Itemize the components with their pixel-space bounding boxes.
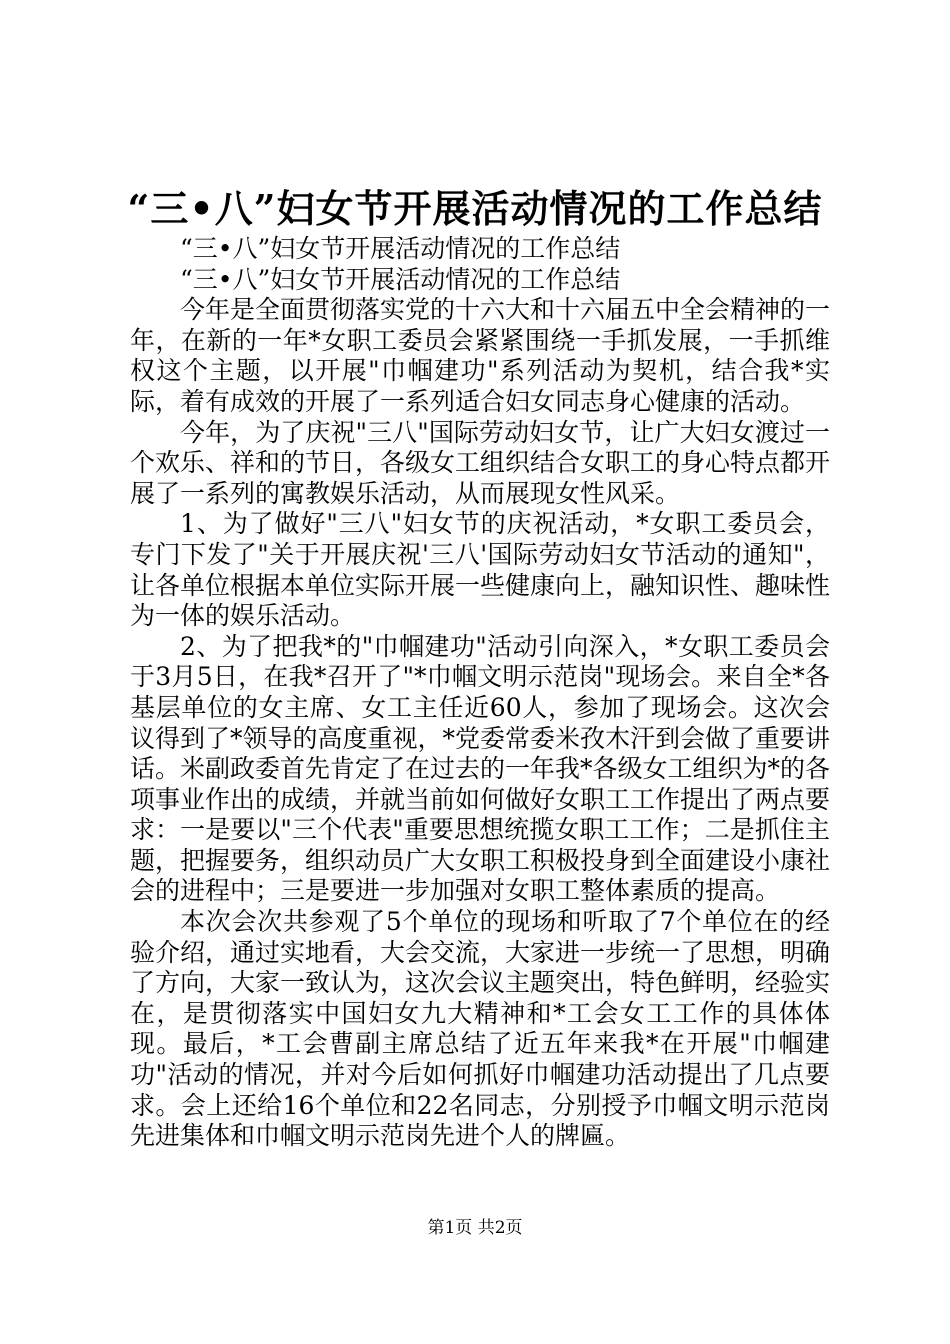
subtitle-line: “三•八”妇女节开展活动情况的工作总结 [180, 264, 621, 294]
paragraph: 今年，为了庆祝"三八"国际劳动妇女节，让广大妇女渡过一个欢乐、祥和的节日，各级女工组织结合女职工的身心特点都开展了一系列的寓教娱乐活动，从而展现女性风采。 [130, 417, 831, 508]
subtitle-line: “三•八”妇女节开展活动情况的工作总结 [180, 234, 621, 263]
paragraph: 本次会次共参观了5个单位的现场和听取了7个单位在的经验介绍，通过实地看，大会交流，大家进一步统一了思想，明确了方向，大家一致认为，这次会议主题突出，特色鲜明，经验实在，是贯彻落实中国妇女九大精神和*工会女工工作的具体体现。最后，*工会曹副主席总结了近五年来我*在开展"巾帼建功"活动的情况，并对今后如何抓好巾帼建功活动提出了几点要求。会上还给16个单位和22名同志，分别授予巾帼文明示范岗先进集体和巾帼文明示范岗先进个人的牌匾。 [130, 907, 831, 1151]
document-body [130, 234, 830, 1152]
document-title: “三•八”妇女节开展活动情况的工作总结 [127, 186, 823, 231]
paragraph: 今年是全面贯彻落实党的十六大和十六届五中全会精神的一年，在新的一年*女职工委员会紧紧围绕一手抓发展，一手抓维权这个主题，以开展"巾帼建功"系列活动为契机，结合我*实际，着有成效的开展了一系列适合妇女同志身心健康的活动。 [130, 295, 831, 416]
page-footer: 第1页 共2页 [427, 1218, 523, 1238]
paragraph: 1、为了做好"三八"妇女节的庆祝活动，*女职工委员会，专门下发了"关于开展庆祝'三八'国际劳动妇女节活动的通知"，让各单位根据本单位实际开展一些健康向上，融知识性、趣味性为一体的娱乐活动。 [130, 509, 831, 631]
paragraph: 2、为了把我*的"巾帼建功"活动引向深入，*女职工委员会于3月5日，在我*召开了"*巾帼文明示范岗"现场会。来自全*各基层单位的女主席、女工主任近60人，参加了现场会。这次会议得到了*领导的高度重视，*党委常委米孜木汗到会做了重要讲话。米副政委首先肯定了在过去的一年我*各级女工组织为*的各项事业作出的成绩，并就当前如何做好女职工工作提出了两点要求：一是要以"三个代表"重要思想统揽女职工工作；二是抓住主题，把握要务，组织动员广大女职工积极投身到全面建设小康社会的进程中；三是要进一步加强对女职工整体素质的提高。 [130, 631, 831, 906]
